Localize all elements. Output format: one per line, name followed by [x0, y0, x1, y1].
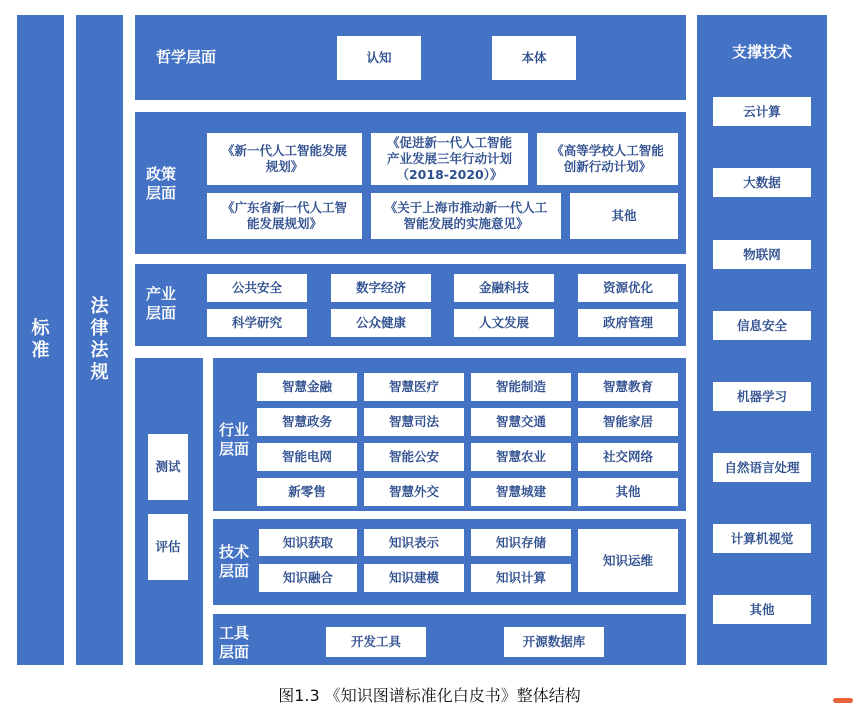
technology-item: 知识建模	[364, 564, 464, 592]
testing-item: 测试	[148, 434, 188, 500]
industry-item: 数字经济	[331, 274, 431, 302]
sector-item: 智能家居	[578, 408, 678, 436]
industry-item: 人文发展	[454, 309, 554, 337]
industry-label	[146, 285, 176, 323]
policy-item-line: 智能发展的实施意见》	[403, 216, 529, 231]
industry-item: 公共安全	[207, 274, 307, 302]
sector-item: 智慧医疗	[364, 373, 464, 401]
standards-label	[17, 318, 64, 362]
sector-item: 智慧外交	[364, 478, 464, 506]
policy-item-line: 规划》	[265, 159, 304, 174]
industry-item: 公众健康	[331, 309, 431, 337]
philosophy-item: 认知	[337, 36, 421, 80]
sector-item: 智慧金融	[257, 373, 357, 401]
philosophy-item: 本体	[492, 36, 576, 80]
technology-label	[219, 543, 249, 581]
technology-item: 知识运维	[578, 529, 678, 592]
support-item: 机器学习	[713, 382, 811, 411]
tools-item: 开源数据库	[504, 627, 604, 657]
technology-item: 知识计算	[471, 564, 571, 592]
policy-item	[207, 133, 362, 185]
policy-item-line: 《关于上海市推动新一代人工	[384, 200, 548, 215]
industry-item: 科学研究	[207, 309, 307, 337]
technology-item: 知识存储	[471, 529, 571, 556]
laws-char: 律	[90, 318, 109, 339]
policy-item-line: 《广东省新一代人工智	[221, 200, 347, 215]
policy-item-line: 《新一代人工智能发展	[221, 143, 347, 158]
industry-item: 政府管理	[578, 309, 678, 337]
sector-label-line: 行业	[219, 421, 250, 439]
support-item: 云计算	[713, 97, 811, 126]
sector-item: 智能公安	[364, 443, 464, 471]
sector-item: 社交网络	[578, 443, 678, 471]
figure-caption: 图1.3 《知识图谱标准化白皮书》整体结构	[278, 686, 581, 705]
policy-item-line: 能发展规划》	[246, 216, 322, 231]
sector-item: 智能电网	[257, 443, 357, 471]
policy-item-line: 《促进新一代人工智能	[386, 135, 512, 150]
policy-item-line: 《高等学校人工智能	[551, 143, 664, 158]
technology-label-line: 层面	[219, 562, 250, 580]
sector-label	[219, 421, 249, 459]
policy-label-line: 政策	[146, 165, 177, 183]
sector-item: 智慧司法	[364, 408, 464, 436]
standards-char: 准	[31, 340, 50, 361]
policy-item	[371, 133, 528, 185]
sector-item: 智慧交通	[471, 408, 571, 436]
sector-item: 智慧教育	[578, 373, 678, 401]
evaluation-item: 评估	[148, 514, 188, 580]
industry-label-line: 产业	[146, 285, 177, 303]
sector-label-line: 层面	[219, 440, 250, 458]
sector-item: 智慧政务	[257, 408, 357, 436]
policy-label-line: 层面	[146, 184, 177, 202]
sector-item: 其他	[578, 478, 678, 506]
support-item: 计算机视觉	[713, 524, 811, 553]
tools-label	[219, 624, 249, 662]
tools-label-line: 层面	[219, 643, 250, 661]
sector-item: 新零售	[257, 478, 357, 506]
policy-label	[146, 165, 176, 203]
policy-item	[537, 133, 678, 185]
laws-label	[76, 296, 123, 384]
standards-char: 标	[31, 318, 50, 339]
testing-column	[135, 358, 203, 665]
policy-item-line: 产业发展三年行动计划	[386, 151, 512, 166]
policy-item-line: （2018-2020）》	[396, 167, 503, 182]
sector-item: 智慧农业	[471, 443, 571, 471]
support-title: 支撑技术	[731, 43, 792, 61]
laws-char: 法	[90, 296, 109, 317]
technology-item: 知识融合	[259, 564, 357, 592]
tools-label-line: 工具	[219, 624, 250, 642]
support-item: 物联网	[713, 240, 811, 269]
laws-char: 法	[90, 340, 109, 361]
policy-item: 其他	[570, 193, 678, 239]
policy-item	[371, 193, 561, 239]
laws-char: 规	[90, 362, 109, 383]
tools-item: 开发工具	[326, 627, 426, 657]
philosophy-label: 哲学层面	[156, 48, 217, 66]
tools-layer	[213, 614, 686, 665]
industry-item: 金融科技	[454, 274, 554, 302]
sector-item: 智慧城建	[471, 478, 571, 506]
support-item: 信息安全	[713, 311, 811, 340]
corner-accent-mark	[833, 698, 853, 703]
policy-item-line: 创新行动计划》	[563, 159, 652, 174]
support-item: 自然语言处理	[713, 453, 811, 482]
technology-label-line: 技术	[219, 543, 250, 561]
support-item: 其他	[713, 595, 811, 624]
technology-item: 知识获取	[259, 529, 357, 556]
industry-item: 资源优化	[578, 274, 678, 302]
sector-item: 智能制造	[471, 373, 571, 401]
support-item: 大数据	[713, 168, 811, 197]
technology-item: 知识表示	[364, 529, 464, 556]
policy-item	[207, 193, 362, 239]
industry-label-line: 层面	[146, 304, 177, 322]
